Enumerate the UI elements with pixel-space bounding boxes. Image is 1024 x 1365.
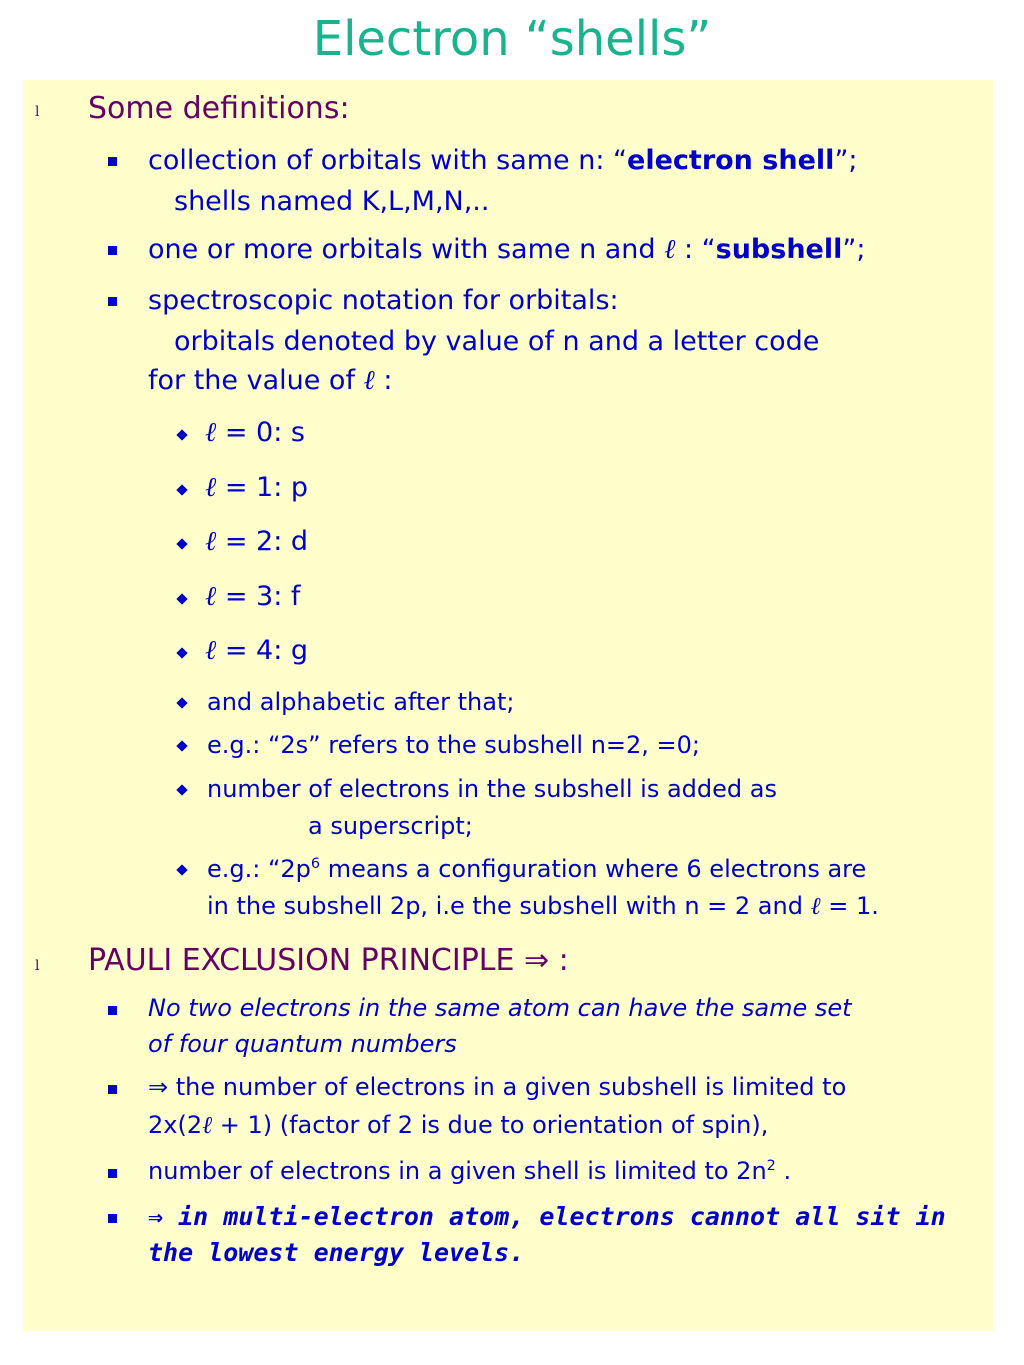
code-s: ℓ = 0: s: [205, 417, 305, 448]
code-d: ℓ = 2: d: [205, 526, 309, 557]
square-bullet-icon: [108, 1214, 117, 1223]
page-title: Electron “shells”: [312, 11, 712, 67]
square-bullet-icon: [108, 157, 117, 166]
subshell-limit-line-1: ⇒ the number of electrons in a given subshell is limited to: [148, 1073, 847, 1101]
bullet-icon: l: [35, 104, 40, 120]
notation-line-1: spectroscopic notation for orbitals:: [148, 285, 619, 316]
alphabetic-note: and alphabetic after that;: [207, 688, 515, 716]
square-bullet-icon: [108, 1006, 117, 1015]
pauli-statement-line-1: No two electrons in the same atom can have the same set: [148, 994, 852, 1022]
notation-line-3: for the value of ℓ :: [148, 365, 393, 396]
example-2p6-line-2: in the subshell 2p, i.e the subshell with n = 2 and ℓ = 1.: [207, 892, 879, 920]
superscript-note-1: number of electrons in the subshell is added as: [207, 775, 777, 803]
code-p: ℓ = 1: p: [205, 472, 309, 503]
electron-shell-definition: collection of orbitals with same n: “electron shell”;: [148, 145, 858, 176]
subshell-limit-line-2: 2x(2ℓ + 1) (factor of 2 is due to orientation of spin),: [148, 1111, 769, 1139]
code-g: ℓ = 4: g: [205, 635, 309, 666]
pauli-heading: PAULI EXCLUSION PRINCIPLE ⇒ :: [88, 943, 569, 978]
example-2p6-line-1: e.g.: “$2p^6$ means a configuration where 6 electrons are: [207, 855, 867, 883]
notation-line-2: orbitals denoted by value of n and a letter code: [174, 326, 820, 357]
conclusion-line-1: ⇒ in multi-electron atom, electrons cannot all sit in: [148, 1202, 946, 1231]
conclusion-line-2: the lowest energy levels.: [148, 1238, 525, 1267]
example-2s: e.g.: “2s” refers to the subshell n=2, =0;: [207, 731, 701, 759]
square-bullet-icon: [108, 246, 117, 255]
square-bullet-icon: [108, 1085, 117, 1094]
shell-limit: number of electrons in a given shell is limited to $2n^2$ .: [148, 1157, 792, 1185]
subshell-definition: one or more orbitals with same n and ℓ : “subshell”;: [148, 234, 866, 265]
definitions-heading: Some definitions:: [88, 91, 350, 126]
bullet-icon: l: [35, 958, 40, 974]
code-f: ℓ = 3: f: [205, 581, 301, 612]
pauli-statement-line-2: of four quantum numbers: [148, 1030, 457, 1058]
shell-names: shells named K,L,M,N,..: [174, 186, 490, 217]
superscript-note-2: a superscript;: [308, 812, 473, 840]
square-bullet-icon: [108, 1169, 117, 1178]
square-bullet-icon: [108, 297, 117, 306]
